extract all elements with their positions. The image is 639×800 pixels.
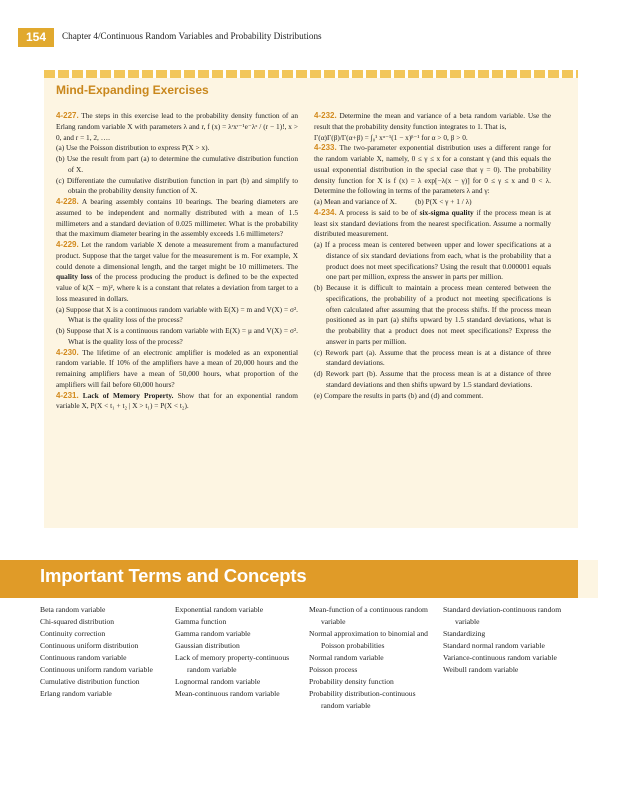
term-item: Standard deviation-continuous random variable [443,605,562,626]
exercise-part: (e) Compare the results in parts (b) and (d) and comment. [314,390,484,400]
terms-column-4 [443,604,573,676]
term-item: Continuity correction [40,629,106,638]
decorative-dash-bar [44,70,578,78]
exercise-part: (b) Because it is difficult to maintain a process mean centered between the specifications, the probability of a product not meeting specifications is often calculated after assuming that the process shifts. If the process mean positioned as in part (a) shifts upward by 1.5 standard deviations, what is the probability that a product does not meet specifications? Express the answer in parts per million. [314,283,551,346]
page-number: 154 [18,28,54,47]
term-item: Normal random variable [309,653,384,662]
exercise-part: (a) If a process mean is centered between upper and lower specifications at a distance of six standard deviations from each, what is the probability that a product does not meet specifications? Using the result that 0.000001 equals one part per million, express the answer in parts per million. [314,240,551,282]
term-item: Continuous uniform random variable [40,665,153,674]
term-item: Continuous uniform distribution [40,641,139,650]
exercise-4-229: 4-229. Let the random variable X denote a measurement from a manufactured product. Suppose that the target value for the measurement is m. For example, X could denote a dimensional length, and the target might be 10 millimeters. The quality loss of the process producing the product is defined to be the expected value of k(X − m)², where k is a constant that relates a deviation from target to a loss measured in dollars. [56,240,299,303]
terms-column-2 [175,604,300,700]
terms-column-3 [309,604,437,712]
exercise-4-231: 4-231. Lack of Memory Property. Show that for an exponential random variable X, P(X < t₁ + t₂ | X > t₁) = P(X < t₂). [56,390,299,411]
term-item: Gaussian distribution [175,641,240,650]
beta-integral-formula: Γ(α)Γ(β)/Γ(α+β) = ∫₀¹ xᵅ⁻¹(1 − x)ᵝ⁻¹ for α > 0, β > 0. [314,132,468,142]
terms-title: Important Terms and Concepts [40,565,307,586]
term-item: Chi-squared distribution [40,617,115,626]
term-item: Lognormal random variable [175,677,261,686]
exercise-part: (c) Rework part (a). Assume that the process mean is at a distance of three standard deviations. [314,347,551,368]
term-item: Standard normal random variable [443,641,545,650]
exercise-part: (a) Use the Poisson distribution to express P(X > x). [56,143,210,153]
term-item: Probability density function [309,677,394,686]
term-item: Lack of memory property-continuous random variable [175,653,290,674]
mind-expanding-title: Mind-Expanding Exercises [56,83,209,97]
term-item: Gamma random variable [175,629,251,638]
term-item: Gamma function [175,617,227,626]
term-item: Probability distribution-continuous random variable [309,689,416,710]
exercise-part: (d) Rework part (b). Assume that the process mean is at a distance of three standard deviations and then shifts upward by 1.5 standard deviations. [314,369,551,389]
term-item: Weibull random variable [443,665,519,674]
exercise-part: (b) Use the result from part (a) to determine the cumulative distribution function of X. [56,154,298,174]
term-item: Erlang random variable [40,689,112,698]
term-item: Standardizing [443,629,486,638]
term-item: Normal approximation to binomial and Poisson probabilities [309,629,428,650]
term-item: Exponential random variable [175,605,264,614]
term-item: Mean-continuous random variable [175,689,280,698]
exercise-4-230: 4-230. The lifetime of an electronic amplifier is modeled as an exponential random variable. If 10% of the amplifiers have a mean of 20,000 hours and the remaining amplifiers have a mean of 50,000 hours, what proportion of the amplifiers will fail before 60,000 hours? [56,347,298,389]
exercise-part: (b) Suppose that X is a continuous random variable with E(X) = μ and V(X) = σ². What is the quality loss of the process? [56,326,298,346]
term-item: Cumulative distribution function [40,677,140,686]
exercise-part: (c) Differentiate the cumulative distribution function in part (b) and simplify to obtain the probability density function of X. [56,175,298,196]
exercise-4-232: 4-232. Determine the mean and variance of a beta random variable. Use the result that the probability density function integrates to 1. That is, [314,111,552,131]
exercises-left-column [56,111,298,412]
exercise-part: (a) Suppose that X is a continuous random variable with E(X) = m and V(X) = σ². What is the quality loss of the process? [56,304,298,325]
exercise-4-228: 4-228. A bearing assembly contains 10 bearings. The bearing diameters are assumed to be independent and normally distributed with a mean of 1.5 millimeters and a standard deviation of 0.025 millimeter. What is the probability that the maximum diameter bearing in the assembly exceeds 1.6 millimeters? [56,197,299,239]
exercise-4-227: 4-227. The steps in this exercise lead to the probability density function of an Erlang random variable X with parameters λ and r, f (x) = λʳxʳ⁻¹e⁻λˣ / (r − 1)!, x > 0, and r = 1, 2, …. [56,111,298,142]
banner-tail [578,560,598,598]
exercise-part: (a) Mean and variance of X. (b) P(X < γ + 1 / λ) [314,197,472,206]
exercise-4-233: 4-233. The two-parameter exponential distribution uses a different range for the random variable X, namely, 0 ≤ γ ≤ x for a constant γ (and this equals the usual exponential distribution in the special case that γ = 0). The probability density function for X is f (x) = λ exp[−λ(x − γ)] for 0 ≤ γ ≤ x and 0 < λ. Determine the following in terms of the parameters λ and γ: [314,143,551,196]
term-item: Mean-function of a continuous random variable [309,605,428,626]
term-item: Continuous random variable [40,653,127,662]
term-item: Variance-continuous random variable [443,653,557,662]
exercises-right-column [314,111,551,401]
terms-column-1 [40,604,165,700]
running-head: Chapter 4/Continuous Random Variables and Probability Distributions [62,31,322,41]
term-item: Poisson process [309,665,358,674]
exercise-4-234: 4-234. A process is said to be of six-sigma quality if the process mean is at least six standard deviations from the nearest specification. Assume a normally distributed measurement. [314,207,552,239]
term-item: Beta random variable [40,605,106,614]
